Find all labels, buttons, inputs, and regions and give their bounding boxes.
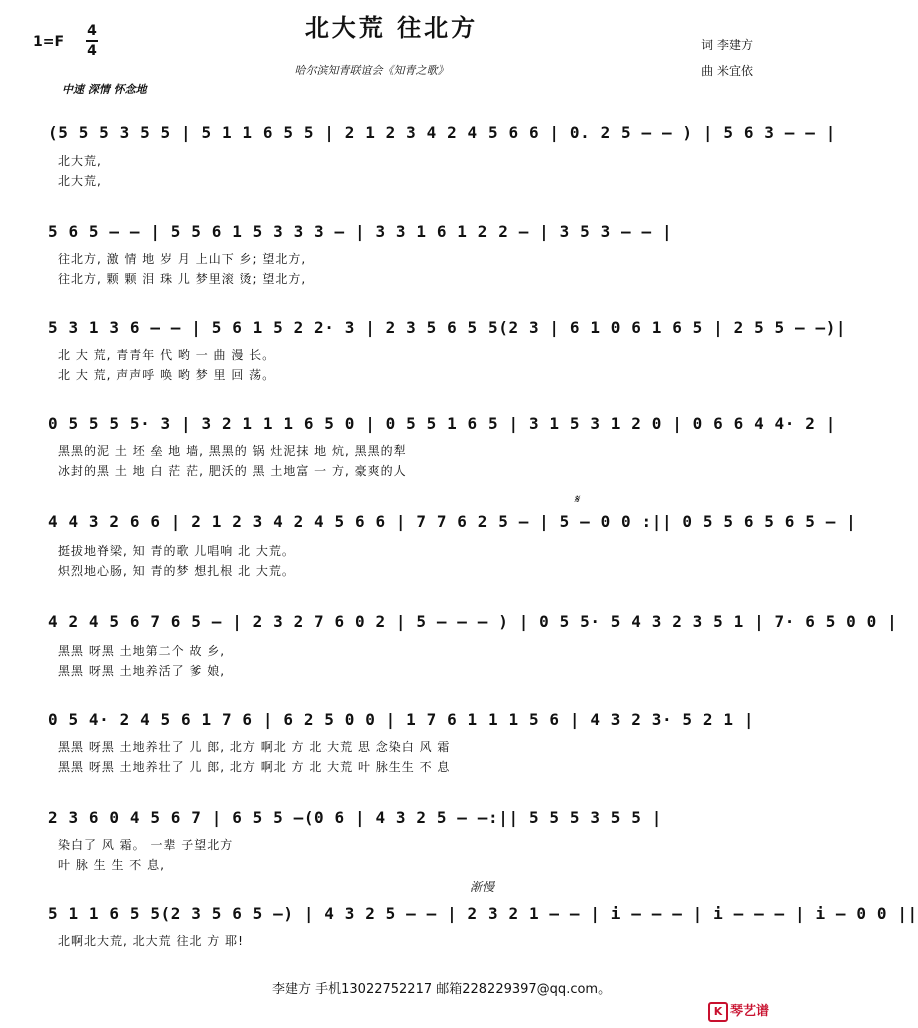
- notation-row-3: 5 3 1 3 6 — — | 5 6 1 5 2 2· 3 | 2 3 5 6 5 5(2 3 | 6 1 0 6 1 6 5 | 2 5 5 — —)|: [48, 318, 847, 337]
- notation-row-1: (5 5 5 3 5 5 | 5 1 1 6 5 5 | 2 1 2 3 4 2 4 5 6 6 | 0. 2 5 — — ) | 5 6 3 — — |: [48, 123, 836, 142]
- composer-credit: 曲 米宜依: [701, 64, 753, 78]
- notation-row-4: 0 5 5 5 5· 3 | 3 2 1 1 1 6 5 0 | 0 5 5 1 6 5 | 3 1 5 3 1 2 0 | 0 6 6 4 4· 2 |: [48, 414, 836, 433]
- lyric-row-6-verse-1: 黑黑 呀黑 土地第二个 故 乡,: [58, 644, 226, 658]
- notation-row-9: 5 1 1 6 5 5(2 3 5 6 5 —) | 4 3 2 5 — — | 2 3 2 1 — — | i — — — | i — — — | i — 0 0 ||: [48, 904, 918, 923]
- logo-text: 琴艺谱: [730, 1004, 770, 1019]
- lyricist-credit: 词 李建方: [701, 38, 753, 52]
- logo-icon: K: [708, 1002, 728, 1022]
- lyric-row-6-verse-2: 黑黑 呀黑 土地养活了 爹 娘,: [58, 664, 226, 678]
- segno-mark: 𝄋: [574, 492, 580, 506]
- site-logo: [708, 1000, 769, 1022]
- song-title: 北大荒 往北方: [304, 13, 479, 42]
- key-signature: 1=F: [33, 34, 65, 50]
- meter-bottom: 4: [87, 43, 97, 59]
- notation-row-7: 0 5 4· 2 4 5 6 1 7 6 | 6 2 5 0 0 | 1 7 6 1 1 1 5 6 | 4 3 2 3· 5 2 1 |: [48, 710, 755, 729]
- lyric-row-9-verse-1: 北啊北大荒, 北大荒 往北 方 耶!: [58, 934, 244, 948]
- lyric-row-1-verse-1: 北大荒,: [58, 154, 102, 168]
- time-signature: [84, 22, 100, 60]
- ritardando-mark: 渐慢: [470, 880, 495, 894]
- tempo-marking: 中速 深情 怀念地: [62, 83, 147, 96]
- lyric-row-1-verse-2: 北大荒,: [58, 174, 102, 188]
- lyric-row-8-verse-2: 叶 脉 生 生 不 息,: [58, 858, 165, 872]
- lyric-row-4-verse-2: 冰封的黑 土 地 白 茫 茫, 肥沃的 黑 土地富 一 方, 豪爽的人: [58, 464, 407, 478]
- lyric-row-3-verse-1: 北 大 荒, 青青年 代 哟 一 曲 漫 长。: [58, 348, 276, 362]
- notation-row-6: 4 2 4 5 6 7 6 5 — | 2 3 2 7 6 0 2 | 5 — — — ) | 0 5 5· 5 4 3 2 3 5 1 | 7· 6 5 0 0 |: [48, 612, 898, 631]
- notation-row-8: 2 3 6 0 4 5 6 7 | 6 5 5 —(0 6 | 4 3 2 5 — —:|| 5 5 5 3 5 5 |: [48, 808, 662, 827]
- contact-footer: 李建方 手机13022752217 邮箱228229397@qq.com。: [272, 982, 612, 997]
- lyric-row-2-verse-2: 往北方, 颗 颗 泪 珠 儿 梦里滚 烫; 望北方,: [58, 272, 307, 286]
- lyric-row-5-verse-1: 挺拔地脊梁, 知 青的歌 儿唱响 北 大荒。: [58, 544, 295, 558]
- lyric-row-7-verse-2: 黑黑 呀黑 土地养壮了 儿 郎, 北方 啊北 方 北 大荒 叶 脉生生 不 息: [58, 760, 451, 774]
- lyric-row-4-verse-1: 黑黑的泥 土 坯 垒 地 墙, 黑黑的 锅 灶泥抹 地 炕, 黑黑的犁: [58, 444, 407, 458]
- subtitle: 哈尔滨知青联谊会《知青之歌》: [294, 64, 449, 77]
- meter-top: 4: [87, 23, 97, 39]
- lyric-row-5-verse-2: 炽烈地心肠, 知 青的梦 想扎根 北 大荒。: [58, 564, 295, 578]
- notation-row-5: 4 4 3 2 6 6 | 2 1 2 3 4 2 4 5 6 6 | 7 7 6 2 5 — | 5 — 0 0 :|| 0 5 5 6 5 6 5 — |: [48, 512, 857, 531]
- lyric-row-2-verse-1: 往北方, 激 情 地 岁 月 上山下 乡; 望北方,: [58, 252, 307, 266]
- lyric-row-7-verse-1: 黑黑 呀黑 土地养壮了 儿 郎, 北方 啊北 方 北 大荒 思 念染白 风 霜: [58, 740, 451, 754]
- lyric-row-3-verse-2: 北 大 荒, 声声呼 唤 哟 梦 里 回 荡。: [58, 368, 276, 382]
- notation-row-2: 5 6 5 — — | 5 5 6 1 5 3 3 3 — | 3 3 1 6 1 2 2 — | 3 5 3 — — |: [48, 222, 673, 241]
- lyric-row-8-verse-1: 染白了 风 霜。 一辈 子望北方: [58, 838, 234, 852]
